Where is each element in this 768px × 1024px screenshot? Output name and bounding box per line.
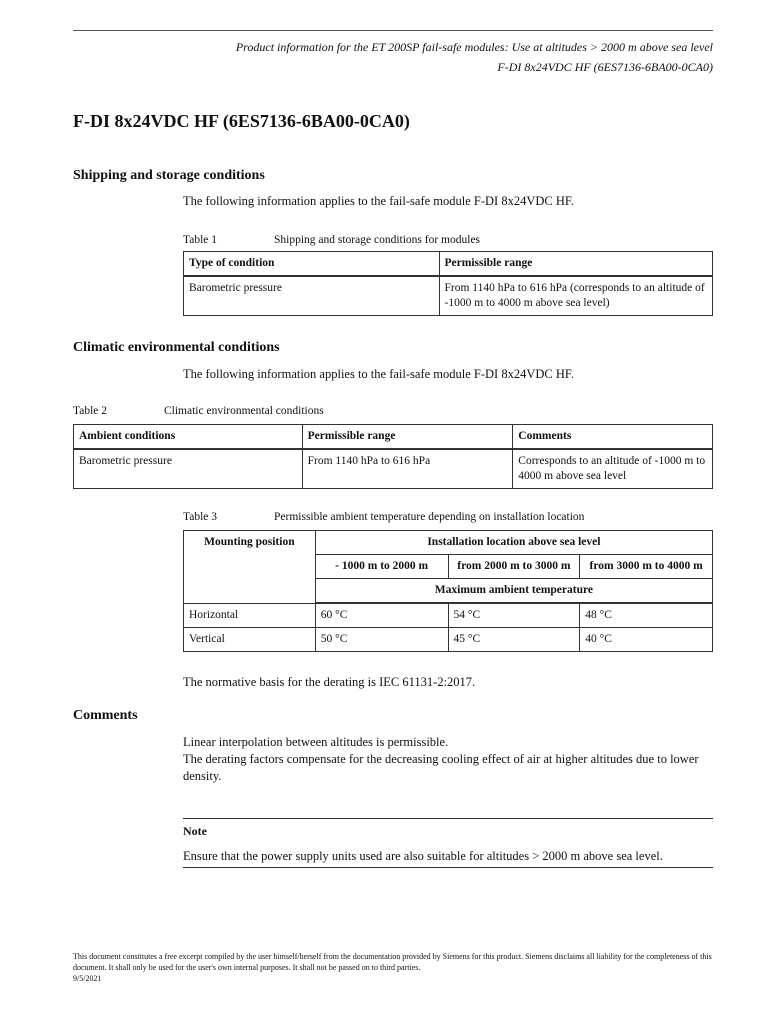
table2-label: Table 2: [73, 405, 108, 417]
section-heading-climatic: Climatic environmental conditions: [73, 340, 280, 355]
page-title: F-DI 8x24VDC HF (6ES7136-6BA00-0CA0): [73, 111, 410, 131]
footer-date: 9/5/2021: [73, 974, 102, 983]
table-cell: Barometric pressure: [184, 276, 440, 316]
table-cell: 54 °C: [448, 603, 580, 628]
table-cell: Corresponds to an altitude of -1000 m to 4000 m above sea level: [513, 449, 713, 489]
table-cell: 60 °C: [315, 603, 448, 628]
table-header-row: [74, 425, 713, 450]
table-header-cell: Permissible range: [302, 425, 513, 450]
shipping-intro: The following information applies to the fail-safe module F-DI 8x24VDC HF.: [183, 194, 574, 208]
table3-caption: [183, 511, 584, 523]
table-row: [184, 603, 713, 628]
note-bottom-rule: [183, 867, 713, 868]
section-heading-shipping: Shipping and storage conditions: [73, 168, 265, 183]
max-temp-header: Maximum ambient temperature: [315, 579, 712, 604]
table-header-cell: Type of condition: [184, 252, 440, 277]
footer-text: This document constitutes a free excerpt compiled by the user himself/herself from the documentation provided by Siemens for this product. Siemens disclaims all liability for the completeness of this document. It shall only be used for the user's own internal purposes. It shall not be passed on to third parties.: [73, 952, 712, 972]
altitude-range-header: from 2000 m to 3000 m: [448, 555, 580, 579]
comments-line2: The derating factors compensate for the decreasing cooling effect of air at higher altitudes due to lower density.: [183, 752, 699, 783]
mounting-position-header: Mounting position: [184, 531, 316, 604]
table-header-row: [184, 531, 713, 555]
note-title: Note: [183, 824, 207, 838]
footer-disclaimer: [73, 951, 718, 984]
table-cell: From 1140 hPa to 616 hPa (corresponds to an altitude of -1000 m to 4000 m above sea level): [439, 276, 713, 316]
comments-line1: Linear interpolation between altitudes is permissible.: [183, 735, 449, 749]
table-header-cell: Comments: [513, 425, 713, 450]
table-row: [74, 449, 713, 489]
running-subheader: F-DI 8x24VDC HF (6ES7136-6BA00-0CA0): [497, 60, 713, 74]
note-text: Ensure that the power supply units used are also suitable for altitudes > 2000 m above sea level.: [183, 849, 663, 863]
altitude-range-header: from 3000 m to 4000 m: [580, 555, 713, 579]
table-climatic-conditions: [73, 424, 713, 489]
table-cell: From 1140 hPa to 616 hPa: [302, 449, 513, 489]
table1-title: Shipping and storage conditions for modules: [274, 234, 481, 246]
section-heading-comments: Comments: [73, 708, 138, 723]
table-cell: 40 °C: [580, 628, 713, 652]
table2-title: Climatic environmental conditions: [164, 405, 324, 417]
table-ambient-temperature: [183, 530, 713, 652]
table-cell: 45 °C: [448, 628, 580, 652]
header-rule: [73, 30, 713, 31]
table-row: [184, 276, 713, 316]
table-cell: Horizontal: [184, 603, 316, 628]
table-header-row: [184, 252, 713, 277]
table-cell: 48 °C: [580, 603, 713, 628]
table-row: [184, 628, 713, 652]
table-header-cell: Permissible range: [439, 252, 713, 277]
table1-label: Table 1: [183, 234, 218, 246]
running-header: Product information for the ET 200SP fail-safe modules: Use at altitudes > 2000 m above sea level: [235, 40, 713, 54]
installation-location-header: Installation location above sea level: [315, 531, 712, 555]
altitude-range-header: - 1000 m to 2000 m: [315, 555, 448, 579]
table-header-cell: Ambient conditions: [74, 425, 303, 450]
table-cell: 50 °C: [315, 628, 448, 652]
climatic-intro: The following information applies to the fail-safe module F-DI 8x24VDC HF.: [183, 367, 574, 381]
table1-caption: [183, 234, 480, 246]
table-shipping-conditions: [183, 251, 713, 316]
table-cell: Vertical: [184, 628, 316, 652]
table3-title: Permissible ambient temperature depending on installation location: [274, 511, 585, 523]
normative-basis: The normative basis for the derating is IEC 61131-2:2017.: [183, 675, 476, 689]
table-cell: Barometric pressure: [74, 449, 303, 489]
table3-label: Table 3: [183, 511, 218, 523]
table2-caption: [73, 405, 324, 417]
note-top-rule: [183, 818, 713, 819]
